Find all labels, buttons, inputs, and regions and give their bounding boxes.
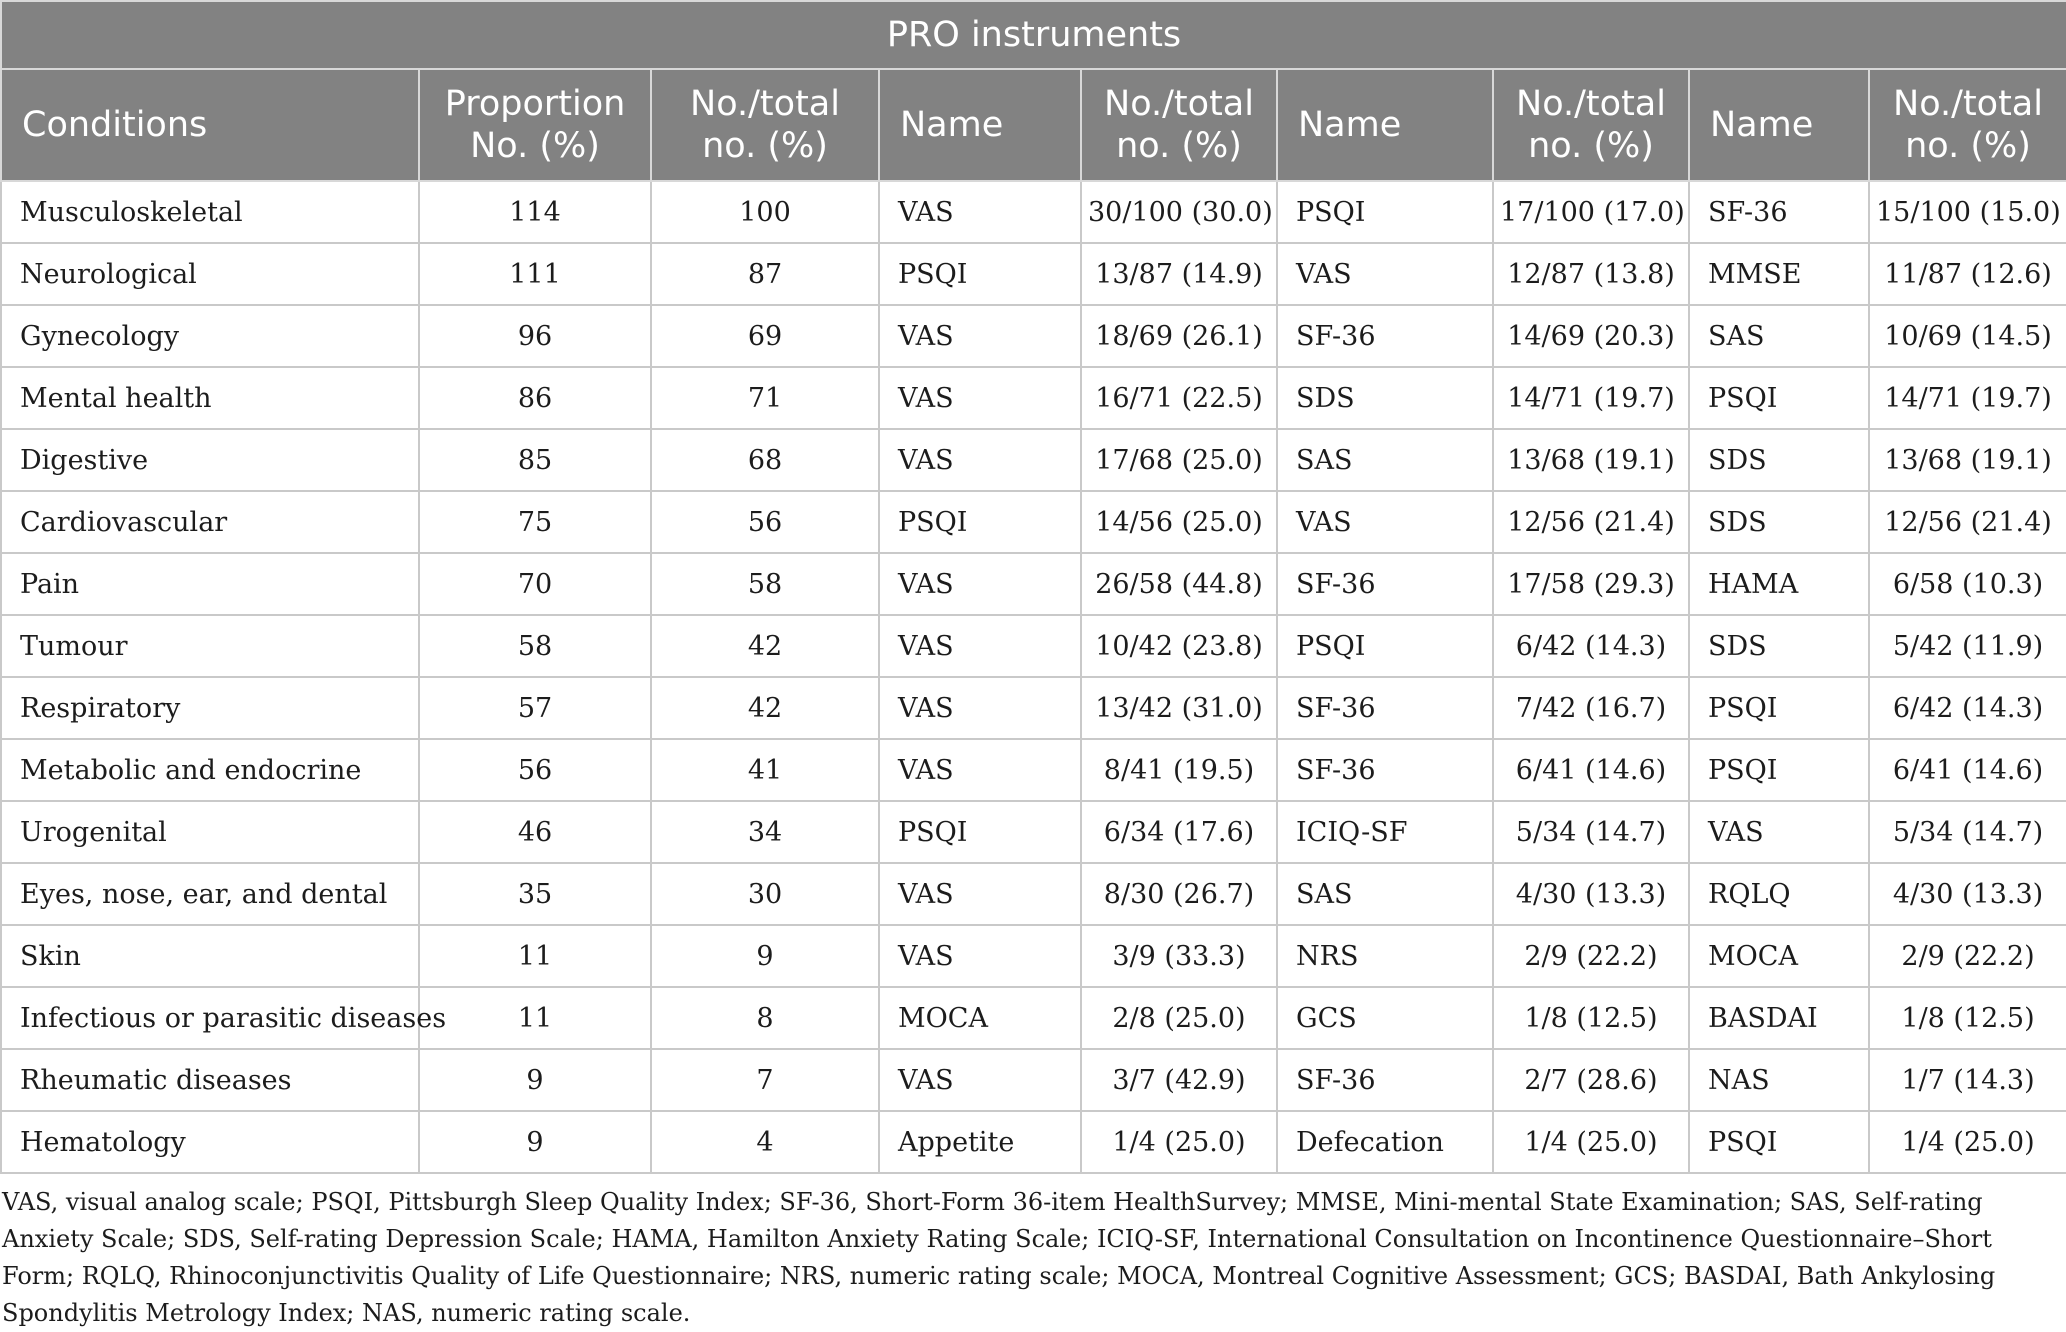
cell-instrument-1-name: VAS <box>879 677 1081 739</box>
cell-instrument-3-count: 6/41 (14.6) <box>1869 739 2066 801</box>
cell-proportion: 9 <box>419 1111 651 1173</box>
cell-condition: Metabolic and endocrine <box>1 739 419 801</box>
cell-instrument-2-count: 7/42 (16.7) <box>1493 677 1689 739</box>
cell-total: 87 <box>651 243 879 305</box>
cell-condition: Respiratory <box>1 677 419 739</box>
cell-instrument-3-name: SAS <box>1689 305 1869 367</box>
table-row <box>1 1049 2066 1111</box>
cell-proportion: 56 <box>419 739 651 801</box>
header-total-1: No./total no. (%) <box>1081 69 1277 181</box>
cell-proportion: 57 <box>419 677 651 739</box>
cell-instrument-3-name: SDS <box>1689 429 1869 491</box>
cell-proportion: 11 <box>419 987 651 1049</box>
cell-instrument-2-count: 17/100 (17.0) <box>1493 181 1689 243</box>
cell-proportion: 96 <box>419 305 651 367</box>
cell-instrument-1-count: 3/7 (42.9) <box>1081 1049 1277 1111</box>
cell-instrument-3-count: 6/58 (10.3) <box>1869 553 2066 615</box>
cell-instrument-3-name: MOCA <box>1689 925 1869 987</box>
cell-instrument-2-name: PSQI <box>1277 181 1493 243</box>
cell-instrument-1-count: 13/42 (31.0) <box>1081 677 1277 739</box>
cell-instrument-3-count: 13/68 (19.1) <box>1869 429 2066 491</box>
cell-instrument-3-count: 5/42 (11.9) <box>1869 615 2066 677</box>
cell-condition: Infectious or parasitic diseases <box>1 987 419 1049</box>
header-proportion: Proportion No. (%) <box>419 69 651 181</box>
cell-total: 4 <box>651 1111 879 1173</box>
cell-condition: Eyes, nose, ear, and dental <box>1 863 419 925</box>
cell-instrument-3-count: 6/42 (14.3) <box>1869 677 2066 739</box>
cell-instrument-1-count: 6/34 (17.6) <box>1081 801 1277 863</box>
cell-total: 41 <box>651 739 879 801</box>
cell-instrument-3-count: 4/30 (13.3) <box>1869 863 2066 925</box>
cell-instrument-2-count: 2/9 (22.2) <box>1493 925 1689 987</box>
cell-instrument-2-count: 1/4 (25.0) <box>1493 1111 1689 1173</box>
cell-instrument-2-name: SF-36 <box>1277 553 1493 615</box>
cell-instrument-3-count: 1/4 (25.0) <box>1869 1111 2066 1173</box>
cell-instrument-2-name: SAS <box>1277 429 1493 491</box>
cell-instrument-3-name: NAS <box>1689 1049 1869 1111</box>
cell-total: 58 <box>651 553 879 615</box>
cell-instrument-2-count: 2/7 (28.6) <box>1493 1049 1689 1111</box>
cell-instrument-3-count: 12/56 (21.4) <box>1869 491 2066 553</box>
cell-instrument-3-name: RQLQ <box>1689 863 1869 925</box>
cell-instrument-2-name: PSQI <box>1277 615 1493 677</box>
cell-total: 8 <box>651 987 879 1049</box>
table-row <box>1 615 2066 677</box>
cell-instrument-3-name: PSQI <box>1689 1111 1869 1173</box>
cell-proportion: 9 <box>419 1049 651 1111</box>
cell-proportion: 111 <box>419 243 651 305</box>
cell-instrument-1-count: 2/8 (25.0) <box>1081 987 1277 1049</box>
cell-instrument-3-name: VAS <box>1689 801 1869 863</box>
cell-condition: Neurological <box>1 243 419 305</box>
cell-instrument-3-count: 10/69 (14.5) <box>1869 305 2066 367</box>
table-header-row <box>1 69 2066 181</box>
cell-instrument-2-count: 1/8 (12.5) <box>1493 987 1689 1049</box>
cell-instrument-2-name: SDS <box>1277 367 1493 429</box>
cell-condition: Pain <box>1 553 419 615</box>
cell-condition: Gynecology <box>1 305 419 367</box>
table-row <box>1 367 2066 429</box>
header-total: No./total no. (%) <box>651 69 879 181</box>
cell-condition: Urogenital <box>1 801 419 863</box>
header-name-2: Name <box>1277 69 1493 181</box>
cell-instrument-3-count: 11/87 (12.6) <box>1869 243 2066 305</box>
cell-instrument-3-name: PSQI <box>1689 367 1869 429</box>
cell-instrument-2-count: 12/87 (13.8) <box>1493 243 1689 305</box>
table-row <box>1 305 2066 367</box>
cell-instrument-2-count: 5/34 (14.7) <box>1493 801 1689 863</box>
cell-total: 69 <box>651 305 879 367</box>
cell-instrument-2-name: GCS <box>1277 987 1493 1049</box>
cell-instrument-1-count: 16/71 (22.5) <box>1081 367 1277 429</box>
cell-instrument-3-count: 1/7 (14.3) <box>1869 1049 2066 1111</box>
cell-instrument-2-name: NRS <box>1277 925 1493 987</box>
cell-proportion: 58 <box>419 615 651 677</box>
cell-instrument-1-name: Appetite <box>879 1111 1081 1173</box>
cell-instrument-1-count: 10/42 (23.8) <box>1081 615 1277 677</box>
cell-total: 56 <box>651 491 879 553</box>
cell-total: 42 <box>651 615 879 677</box>
cell-instrument-1-count: 3/9 (33.3) <box>1081 925 1277 987</box>
cell-instrument-2-count: 6/42 (14.3) <box>1493 615 1689 677</box>
cell-instrument-1-name: VAS <box>879 429 1081 491</box>
cell-instrument-2-count: 6/41 (14.6) <box>1493 739 1689 801</box>
cell-instrument-1-name: MOCA <box>879 987 1081 1049</box>
cell-instrument-3-count: 2/9 (22.2) <box>1869 925 2066 987</box>
table-title: PRO instruments <box>1 1 2066 69</box>
cell-total: 7 <box>651 1049 879 1111</box>
table-row <box>1 987 2066 1049</box>
cell-instrument-1-count: 8/41 (19.5) <box>1081 739 1277 801</box>
cell-instrument-2-count: 17/58 (29.3) <box>1493 553 1689 615</box>
header-name-1: Name <box>879 69 1081 181</box>
cell-proportion: 85 <box>419 429 651 491</box>
cell-instrument-3-count: 1/8 (12.5) <box>1869 987 2066 1049</box>
cell-instrument-1-count: 26/58 (44.8) <box>1081 553 1277 615</box>
cell-instrument-1-count: 1/4 (25.0) <box>1081 1111 1277 1173</box>
cell-instrument-1-name: VAS <box>879 615 1081 677</box>
table-row <box>1 677 2066 739</box>
table-row <box>1 491 2066 553</box>
cell-condition: Mental health <box>1 367 419 429</box>
table-title-row <box>1 1 2066 69</box>
cell-total: 71 <box>651 367 879 429</box>
cell-instrument-2-name: ICIQ-SF <box>1277 801 1493 863</box>
cell-instrument-1-count: 17/68 (25.0) <box>1081 429 1277 491</box>
cell-instrument-1-name: VAS <box>879 553 1081 615</box>
cell-instrument-2-name: SF-36 <box>1277 677 1493 739</box>
header-name-3: Name <box>1689 69 1869 181</box>
cell-total: 68 <box>651 429 879 491</box>
header-total-3: No./total no. (%) <box>1869 69 2066 181</box>
cell-instrument-1-count: 8/30 (26.7) <box>1081 863 1277 925</box>
cell-instrument-1-name: VAS <box>879 305 1081 367</box>
table-row <box>1 1111 2066 1173</box>
cell-instrument-2-name: Defecation <box>1277 1111 1493 1173</box>
table-row <box>1 553 2066 615</box>
cell-proportion: 35 <box>419 863 651 925</box>
cell-instrument-2-name: SAS <box>1277 863 1493 925</box>
table-row <box>1 243 2066 305</box>
cell-total: 9 <box>651 925 879 987</box>
cell-instrument-2-count: 13/68 (19.1) <box>1493 429 1689 491</box>
cell-instrument-1-name: VAS <box>879 1049 1081 1111</box>
cell-instrument-1-name: VAS <box>879 181 1081 243</box>
cell-proportion: 75 <box>419 491 651 553</box>
cell-proportion: 70 <box>419 553 651 615</box>
cell-proportion: 86 <box>419 367 651 429</box>
cell-condition: Tumour <box>1 615 419 677</box>
cell-instrument-3-count: 15/100 (15.0) <box>1869 181 2066 243</box>
table-row <box>1 739 2066 801</box>
cell-instrument-3-count: 5/34 (14.7) <box>1869 801 2066 863</box>
cell-condition: Rheumatic diseases <box>1 1049 419 1111</box>
table-row <box>1 429 2066 491</box>
cell-instrument-1-count: 14/56 (25.0) <box>1081 491 1277 553</box>
cell-instrument-3-name: PSQI <box>1689 739 1869 801</box>
header-conditions: Conditions <box>1 69 419 181</box>
header-total-2: No./total no. (%) <box>1493 69 1689 181</box>
cell-instrument-2-name: SF-36 <box>1277 305 1493 367</box>
cell-instrument-1-name: PSQI <box>879 243 1081 305</box>
table-row <box>1 181 2066 243</box>
cell-proportion: 11 <box>419 925 651 987</box>
cell-instrument-2-name: VAS <box>1277 243 1493 305</box>
cell-instrument-2-name: SF-36 <box>1277 739 1493 801</box>
cell-instrument-3-name: BASDAI <box>1689 987 1869 1049</box>
cell-condition: Digestive <box>1 429 419 491</box>
cell-proportion: 46 <box>419 801 651 863</box>
table-row <box>1 925 2066 987</box>
table-row <box>1 801 2066 863</box>
cell-instrument-3-name: SDS <box>1689 615 1869 677</box>
cell-instrument-3-name: HAMA <box>1689 553 1869 615</box>
cell-instrument-3-name: PSQI <box>1689 677 1869 739</box>
cell-condition: Cardiovascular <box>1 491 419 553</box>
cell-instrument-2-count: 14/69 (20.3) <box>1493 305 1689 367</box>
cell-condition: Skin <box>1 925 419 987</box>
cell-proportion: 114 <box>419 181 651 243</box>
cell-instrument-3-name: MMSE <box>1689 243 1869 305</box>
cell-instrument-3-name: SDS <box>1689 491 1869 553</box>
cell-condition: Hematology <box>1 1111 419 1173</box>
cell-total: 30 <box>651 863 879 925</box>
cell-instrument-1-name: VAS <box>879 367 1081 429</box>
cell-instrument-3-name: SF-36 <box>1689 181 1869 243</box>
table-row <box>1 863 2066 925</box>
cell-instrument-2-name: VAS <box>1277 491 1493 553</box>
cell-instrument-1-name: VAS <box>879 863 1081 925</box>
cell-instrument-1-count: 30/100 (30.0) <box>1081 181 1277 243</box>
cell-instrument-2-count: 14/71 (19.7) <box>1493 367 1689 429</box>
cell-total: 100 <box>651 181 879 243</box>
cell-instrument-1-name: VAS <box>879 925 1081 987</box>
table-footnote: VAS, visual analog scale; PSQI, Pittsburgh Sleep Quality Index; SF-36, Short-Form 36-item HealthSurvey; MMSE, Mini-mental State Examination; SAS, Self-rating Anxiety Scale; SDS, Self-rating Depression Scale; HAMA, Hamilton Anxiety Rating Scale; ICIQ-SF, International Consultation on Incontinence Questionnaire–Short Form; RQLQ, Rhinoconjunctivitis Quality of Life Questionnaire; NRS, numeric rating scale; MOCA, Montreal Cognitive Assessment; GCS; BASDAI, Bath Ankylosing Spondylitis Metrology Index; NAS, numeric rating scale. <box>2 1188 1996 1327</box>
cell-total: 42 <box>651 677 879 739</box>
cell-instrument-2-count: 4/30 (13.3) <box>1493 863 1689 925</box>
cell-instrument-1-name: PSQI <box>879 801 1081 863</box>
cell-condition: Musculoskeletal <box>1 181 419 243</box>
cell-instrument-1-count: 13/87 (14.9) <box>1081 243 1277 305</box>
cell-instrument-1-name: PSQI <box>879 491 1081 553</box>
cell-instrument-2-count: 12/56 (21.4) <box>1493 491 1689 553</box>
cell-instrument-2-name: SF-36 <box>1277 1049 1493 1111</box>
cell-instrument-1-name: VAS <box>879 739 1081 801</box>
cell-total: 34 <box>651 801 879 863</box>
cell-instrument-1-count: 18/69 (26.1) <box>1081 305 1277 367</box>
cell-instrument-3-count: 14/71 (19.7) <box>1869 367 2066 429</box>
table-body <box>1 181 2066 1173</box>
